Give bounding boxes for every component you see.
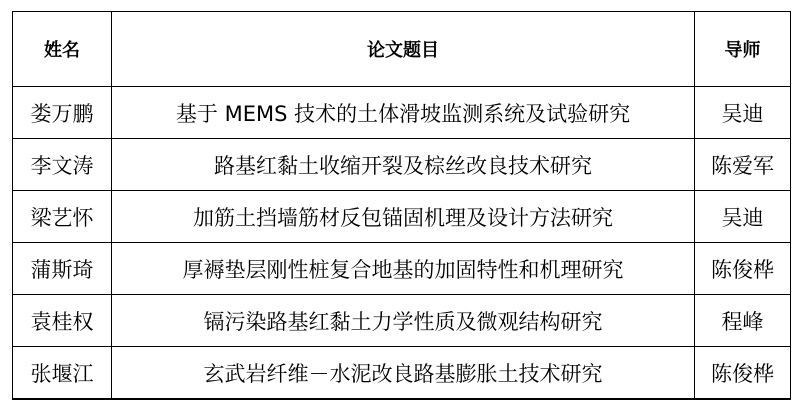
advisor-name: 程峰 (695, 295, 791, 347)
advisor-name: 吴迪 (695, 191, 791, 243)
advisor-name: 陈俊桦 (695, 243, 791, 295)
student-name: 袁桂权 (13, 295, 112, 347)
student-name: 李文涛 (13, 139, 112, 191)
table-header (13, 12, 791, 87)
table-body (13, 87, 791, 400)
student-name: 梁艺怀 (13, 191, 112, 243)
thesis-advisor-table (12, 11, 791, 400)
thesis-title: 镉污染路基红黏土力学性质及微观结构研究 (112, 295, 695, 347)
advisor-name: 陈爱军 (695, 139, 791, 191)
student-name: 蒲斯琦 (13, 243, 112, 295)
thesis-title: 路基红黏土收缩开裂及棕丝改良技术研究 (112, 139, 695, 191)
thesis-title: 加筋土挡墙筋材反包锚固机理及设计方法研究 (112, 191, 695, 243)
table-row (13, 87, 791, 139)
student-name: 娄万鹏 (13, 87, 112, 139)
advisor-name: 吴迪 (695, 87, 791, 139)
thesis-title: 基于 MEMS 技术的土体滑坡监测系统及试验研究 (112, 87, 695, 139)
table-row (13, 295, 791, 347)
advisor-name: 陈俊桦 (695, 347, 791, 400)
student-name: 张堰江 (13, 347, 112, 400)
header-row (13, 12, 791, 87)
header-thesis-title: 论文题目 (112, 12, 695, 87)
table-row (13, 347, 791, 400)
header-name: 姓名 (13, 12, 112, 87)
table-row (13, 243, 791, 295)
header-advisor: 导师 (695, 12, 791, 87)
thesis-title: 玄武岩纤维－水泥改良路基膨胀土技术研究 (112, 347, 695, 400)
table-row (13, 191, 791, 243)
thesis-title: 厚褥垫层刚性桩复合地基的加固特性和机理研究 (112, 243, 695, 295)
table-row (13, 139, 791, 191)
